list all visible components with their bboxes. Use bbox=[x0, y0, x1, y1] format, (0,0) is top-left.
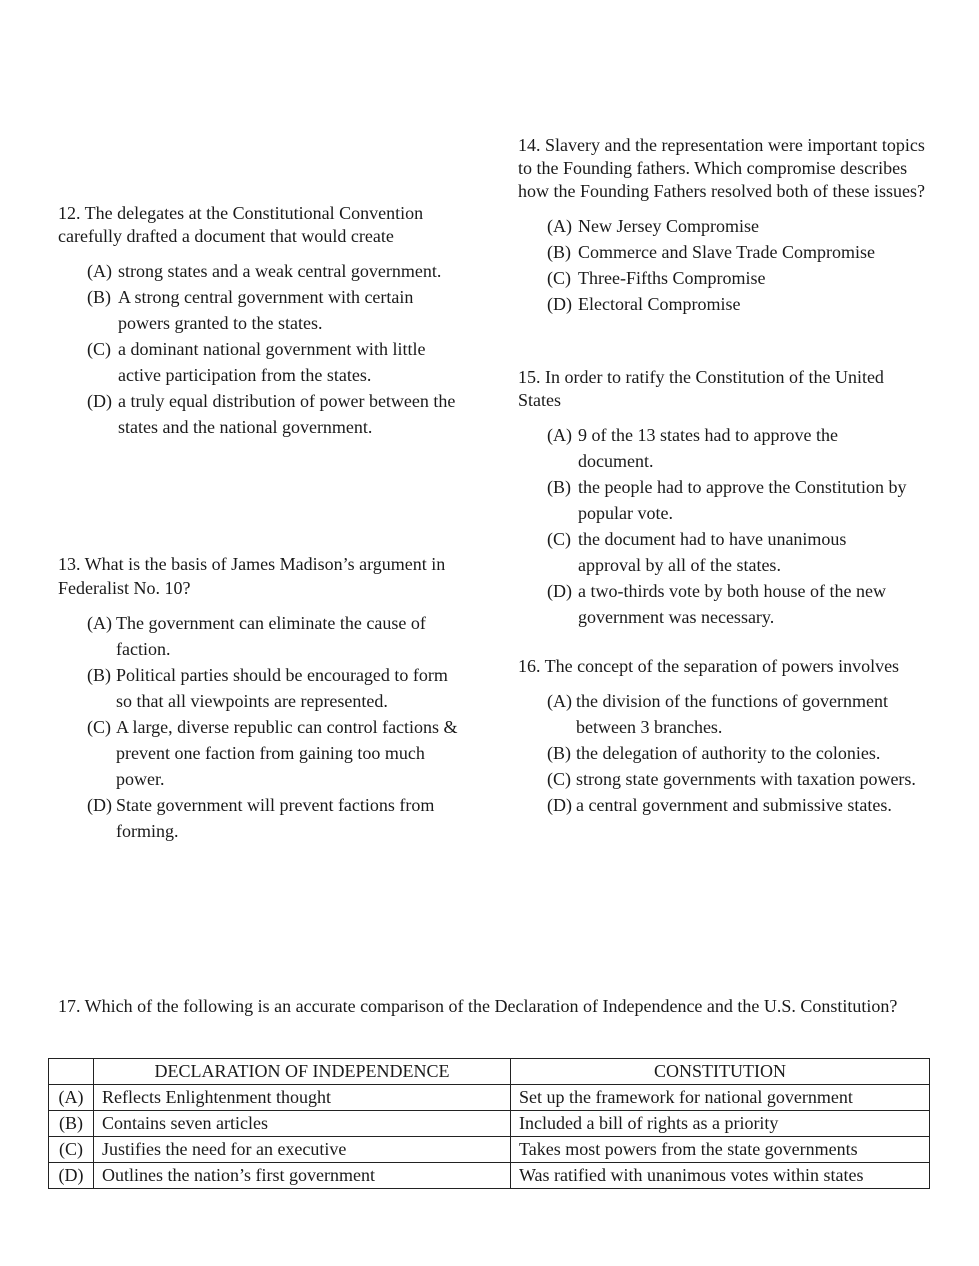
question-13-options bbox=[87, 610, 463, 844]
question-17-stem: 17. Which of the following is an accurate comparison of the Declaration of Independence and the U.S. Constitution? bbox=[58, 996, 898, 1016]
table-cell: Set up the framework for national government bbox=[511, 1085, 930, 1111]
table-cell: Justifies the need for an executive bbox=[94, 1137, 511, 1163]
comparison-table bbox=[48, 1058, 930, 1189]
table-cell: Takes most powers from the state governments bbox=[511, 1137, 930, 1163]
table-row[interactable] bbox=[49, 1111, 930, 1137]
question-16-options bbox=[547, 688, 928, 818]
answer-option[interactable]: (B) the people had to approve the Constitution by popular vote. bbox=[547, 477, 907, 523]
table-row[interactable] bbox=[49, 1085, 930, 1111]
answer-option[interactable]: (D) a truly equal distribution of power between the states and the national government. bbox=[87, 391, 456, 437]
answer-option[interactable]: (C) the document had to have unanimous approval by all of the states. bbox=[547, 529, 847, 575]
question-12 bbox=[58, 202, 463, 440]
answer-option[interactable]: (A) 9 of the 13 states had to approve the document. bbox=[547, 425, 838, 471]
table-cell: Reflects Enlightenment thought bbox=[94, 1085, 511, 1111]
table-header-row bbox=[49, 1059, 930, 1085]
answer-option[interactable]: (D) a central government and submissive states. bbox=[547, 795, 892, 815]
answer-option[interactable]: (C) a dominant national government with little active participation from the states. bbox=[87, 339, 426, 385]
question-12-stem: 12. The delegates at the Constitutional Convention carefully drafted a document that would create bbox=[58, 203, 424, 246]
answer-option[interactable]: (B) the delegation of authority to the colonies. bbox=[547, 743, 881, 763]
answer-option[interactable]: (A) strong states and a weak central government. bbox=[87, 261, 442, 281]
question-15-options bbox=[547, 422, 908, 630]
table-cell: Was ratified with unanimous votes within states bbox=[511, 1163, 930, 1189]
answer-option[interactable]: (C) A large, diverse republic can control factions & prevent one faction from gaining too much power. bbox=[87, 717, 458, 789]
answer-option[interactable]: (D) a two-thirds vote by both house of the new government was necessary. bbox=[547, 581, 886, 627]
answer-option[interactable]: (B) A strong central government with certain powers granted to the states. bbox=[87, 287, 414, 333]
answer-option[interactable]: (B) Political parties should be encouraged to form so that all viewpoints are represented. bbox=[87, 665, 448, 711]
answer-option[interactable]: (A) the division of the functions of government between 3 branches. bbox=[547, 691, 888, 737]
answer-option[interactable]: (A) New Jersey Compromise bbox=[547, 216, 759, 236]
answer-option[interactable]: (A) The government can eliminate the cause of faction. bbox=[87, 613, 426, 659]
answer-option[interactable]: (B) Commerce and Slave Trade Compromise bbox=[547, 242, 875, 262]
question-14-options bbox=[547, 213, 928, 317]
table-cell-letter: (D) bbox=[49, 1163, 94, 1189]
answer-option[interactable]: (C) Three-Fifths Compromise bbox=[547, 268, 766, 288]
table-cell: Outlines the nation’s first government bbox=[94, 1163, 511, 1189]
answer-option[interactable]: (D) Electoral Compromise bbox=[547, 294, 741, 314]
table-header-cell bbox=[49, 1059, 94, 1085]
question-14-stem: 14. Slavery and the representation were important topics to the Founding fathers. Which compromise describes how the Founding Fathers resolved both of these issues? bbox=[518, 135, 925, 201]
table-cell: Included a bill of rights as a priority bbox=[511, 1111, 930, 1137]
answer-option[interactable]: (C) strong state governments with taxation powers. bbox=[547, 769, 916, 789]
table-header-cell: CONSTITUTION bbox=[511, 1059, 930, 1085]
question-13-stem: 13. What is the basis of James Madison’s argument in Federalist No. 10? bbox=[58, 554, 446, 598]
table-cell-letter: (B) bbox=[49, 1111, 94, 1137]
question-13 bbox=[58, 552, 463, 844]
answer-option[interactable]: (D) State government will prevent factions from forming. bbox=[87, 795, 435, 841]
question-15-stem: 15. In order to ratify the Constitution of the United States bbox=[518, 367, 884, 410]
table-cell-letter: (A) bbox=[49, 1085, 94, 1111]
question-14 bbox=[518, 134, 928, 317]
table-row[interactable] bbox=[49, 1137, 930, 1163]
table-cell: Contains seven articles bbox=[94, 1111, 511, 1137]
question-12-options bbox=[87, 258, 463, 440]
table-row[interactable] bbox=[49, 1163, 930, 1189]
question-16 bbox=[518, 655, 928, 818]
question-16-stem: 16. The concept of the separation of powers involves bbox=[518, 656, 900, 676]
table-cell-letter: (C) bbox=[49, 1137, 94, 1163]
table-header-cell: DECLARATION OF INDEPENDENCE bbox=[94, 1059, 511, 1085]
question-15 bbox=[518, 366, 908, 630]
